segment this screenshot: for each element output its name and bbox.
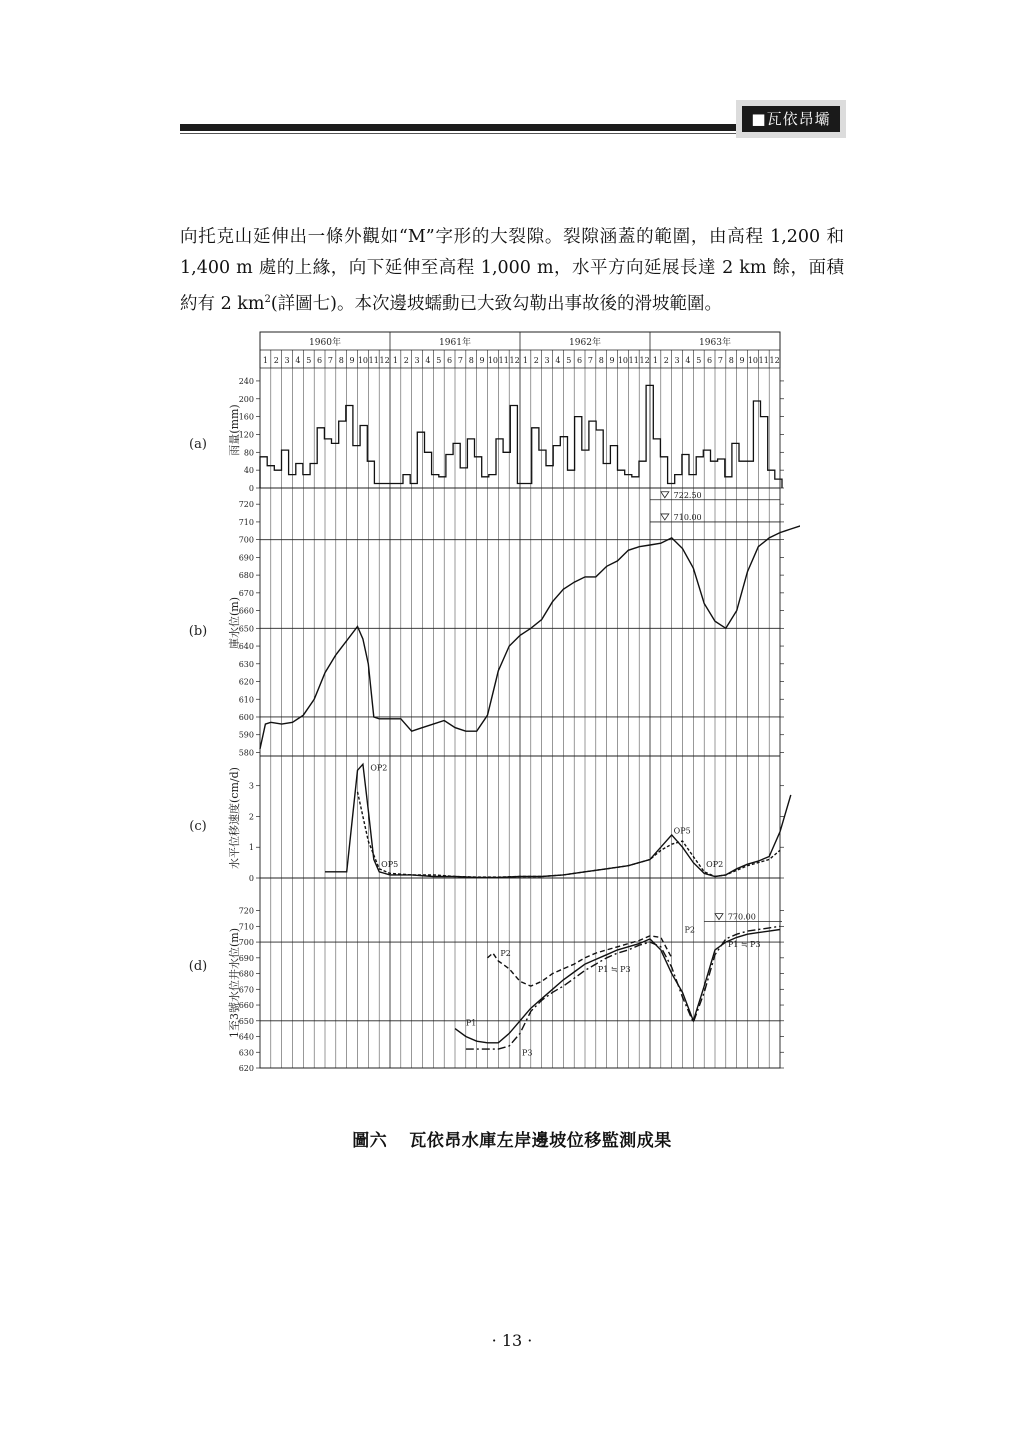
level-annotation: 710.00 (673, 512, 702, 522)
y-axis-label: 1至3號水位井水位(m) (228, 927, 241, 1039)
month-label: 4 (295, 356, 301, 365)
y-tick-label: 600 (238, 712, 254, 722)
y-tick-label: 680 (238, 969, 254, 979)
month-label: 4 (555, 356, 561, 365)
monitoring-chart (180, 330, 800, 1075)
month-label: 9 (609, 356, 615, 365)
monitoring-figure (180, 330, 800, 1075)
month-label: 10 (747, 356, 759, 365)
month-label: 8 (598, 356, 604, 365)
month-label: 12 (639, 356, 650, 365)
month-label: 12 (509, 356, 520, 365)
month-label: 5 (696, 356, 702, 365)
y-tick-label: 670 (238, 588, 254, 598)
month-label: 1 (652, 356, 658, 365)
y-tick-label: 590 (238, 730, 254, 740)
series-annotation: OP2 (370, 763, 388, 773)
page-number: · 13 · (491, 1331, 533, 1350)
rainfall-series (260, 385, 782, 488)
y-tick-label: 700 (238, 535, 254, 545)
month-label: 11 (368, 356, 379, 365)
y-tick-label: 680 (238, 571, 254, 581)
y-tick-label: 240 (238, 376, 254, 386)
month-label: 4 (425, 356, 431, 365)
y-tick-label: 710 (238, 517, 254, 527)
y-axis-label: 庫水位(m) (228, 596, 241, 650)
y-axis-label: 水平位移速度(cm/d) (228, 767, 241, 869)
y-tick-label: 720 (238, 906, 254, 916)
month-label: 5 (306, 356, 312, 365)
series-annotation: P1 (465, 1018, 477, 1028)
y-tick-label: 160 (238, 412, 254, 422)
y-tick-label: 660 (238, 606, 254, 616)
y-tick-label: 80 (243, 448, 254, 458)
series-annotation: P2 (500, 949, 511, 959)
y-tick-label: 630 (238, 659, 254, 669)
month-label: 3 (284, 356, 290, 365)
month-label: 11 (498, 356, 509, 365)
month-label: 7 (587, 356, 593, 365)
month-label: 8 (338, 356, 344, 365)
body-paragraph (180, 222, 844, 320)
body-text-part1: 向托克山延伸出一條外觀如“M”字形的大裂隙。裂隙涵蓋的範圍，由高程 1,200 和 1,400 m 處的上緣，向下延伸至高程 1,000 m，水平方向延展長達 2 km 餘，面積約有 2 km (180, 227, 844, 314)
month-label: 1 (262, 356, 268, 365)
month-label: 4 (685, 356, 691, 365)
level-triangle-icon (661, 514, 669, 520)
month-label: 11 (758, 356, 769, 365)
y-tick-label: 610 (238, 695, 254, 705)
y-tick-label: 620 (238, 1064, 254, 1073)
month-label: 10 (487, 356, 499, 365)
month-label: 7 (327, 356, 333, 365)
panel-label: (d) (188, 959, 208, 974)
year-label: 1962年 (569, 338, 601, 348)
y-tick-label: 620 (238, 677, 254, 687)
panel-label: (a) (189, 437, 207, 452)
y-tick-label: 120 (238, 430, 254, 440)
y-tick-label: 720 (238, 500, 254, 510)
month-label: 5 (436, 356, 442, 365)
y-tick-label: 3 (248, 781, 254, 791)
y-tick-label: 700 (238, 938, 254, 948)
month-label: 2 (403, 356, 409, 365)
month-label: 2 (663, 356, 669, 365)
month-label: 9 (479, 356, 485, 365)
month-label: 9 (739, 356, 745, 365)
series-annotation: P3 (522, 1048, 533, 1058)
level-annotation: 770.00 (727, 912, 756, 922)
y-tick-label: 40 (243, 466, 254, 476)
y-axis-label: 雨量(mm) (228, 404, 241, 456)
y-tick-label: 690 (238, 553, 254, 563)
month-label: 6 (447, 356, 453, 365)
month-label: 6 (707, 356, 713, 365)
month-label: 10 (357, 356, 369, 365)
y-tick-label: 690 (238, 953, 254, 963)
y-tick-label: 0 (248, 874, 254, 883)
y-tick-label: 1 (248, 843, 254, 853)
y-tick-label: 640 (238, 1032, 254, 1042)
month-label: 3 (544, 356, 550, 365)
level-triangle-icon (661, 492, 669, 498)
panel-label: (b) (188, 624, 208, 639)
panel-label: (c) (189, 819, 207, 834)
series-annotation: OP2 (706, 860, 724, 870)
month-label: 2 (273, 356, 279, 365)
month-label: 5 (566, 356, 572, 365)
y-tick-label: 630 (238, 1048, 254, 1058)
month-label: 7 (717, 356, 723, 365)
body-text-part2: (詳圖七)。本次邊坡蠕動已大致勾勒出事故後的滑坡範圍。 (270, 293, 722, 314)
y-tick-label: 640 (238, 642, 254, 652)
year-label: 1963年 (699, 338, 731, 348)
month-label: 1 (522, 356, 528, 365)
y-tick-label: 660 (238, 1001, 254, 1011)
month-label: 7 (457, 356, 463, 365)
level-triangle-icon (715, 914, 723, 920)
month-label: 3 (674, 356, 680, 365)
month-label: 11 (628, 356, 639, 365)
series-line-level (260, 522, 800, 749)
month-label: 6 (577, 356, 583, 365)
y-tick-label: 2 (248, 812, 254, 822)
body-text-superscript: 2 (264, 294, 271, 305)
series-annotation: P1 ≒ P3 (727, 939, 761, 949)
y-tick-label: 580 (238, 748, 254, 758)
series-annotation: OP5 (673, 826, 691, 836)
month-label: 2 (533, 356, 539, 365)
y-tick-label: 710 (238, 922, 254, 932)
month-label: 3 (414, 356, 420, 365)
header-tab-label: ■瓦依昂壩 (742, 106, 840, 132)
series-line-p2 (488, 936, 672, 986)
y-tick-label: 650 (238, 624, 254, 634)
y-tick-label: 650 (238, 1016, 254, 1026)
year-label: 1960年 (309, 338, 341, 348)
level-annotation: 722.50 (673, 490, 702, 500)
header-rule (180, 124, 740, 131)
month-label: 8 (728, 356, 734, 365)
caption-text: 瓦依昂水庫左岸邊坡位移監測成果 (409, 1131, 672, 1151)
month-label: 6 (317, 356, 323, 365)
header-rule-thin (180, 133, 740, 134)
y-tick-label: 670 (238, 985, 254, 995)
y-tick-label: 0 (248, 484, 254, 493)
month-label: 12 (379, 356, 390, 365)
series-annotation: OP5 (381, 860, 399, 870)
y-tick-label: 200 (238, 394, 254, 404)
month-label: 1 (392, 356, 398, 365)
month-label: 8 (468, 356, 474, 365)
series-annotation: P2 (684, 925, 695, 935)
month-label: 12 (769, 356, 780, 365)
caption-number: 圖六 (352, 1131, 388, 1151)
figure-caption (0, 1126, 1024, 1151)
year-label: 1961年 (439, 338, 471, 348)
month-label: 9 (349, 356, 355, 365)
series-annotation: P1 ≒ P3 (597, 964, 631, 974)
month-label: 10 (617, 356, 629, 365)
